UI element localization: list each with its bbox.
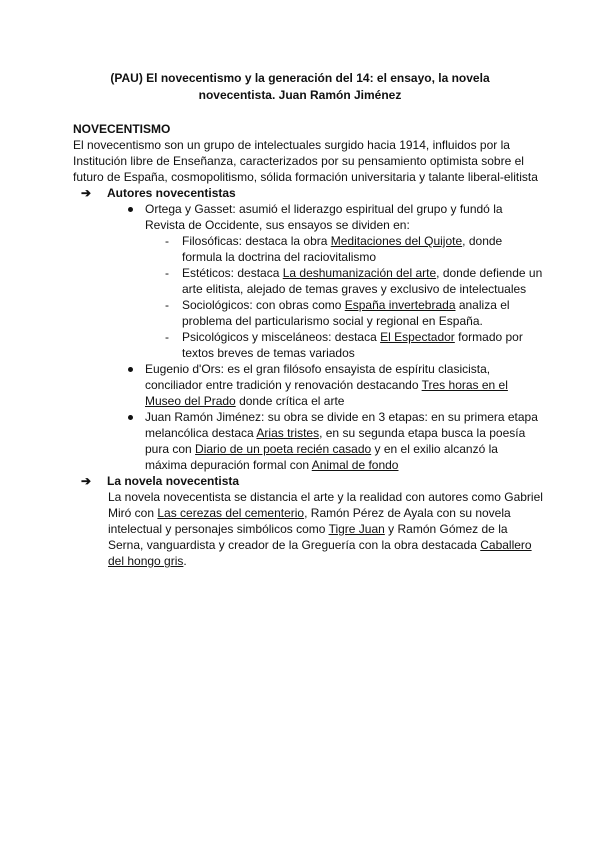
item-text: La novela novecentista se distancia el arte y la realidad con autores como Gabriel Miró con xyxy=(108,490,543,520)
dash-icon: - xyxy=(165,330,169,344)
sublist-item xyxy=(73,329,543,361)
section-heading: NOVECENTISMO xyxy=(73,122,171,136)
novela-heading xyxy=(81,473,543,489)
item-text: , donde defiende un arte elitista, alejado de temas graves y exclusivo de intelectuales xyxy=(182,266,543,296)
work-title: Caballero del hongo gris xyxy=(108,538,532,568)
work-title: España invertebrada xyxy=(344,298,456,312)
autores-heading-text: Autores novecentistas xyxy=(107,186,236,200)
item-text: , Ramón Pérez de Ayala con su novela intelectual y personajes simbólicos como xyxy=(108,506,511,536)
page-title: (PAU) El novecentismo y la generación del 14: el ensayo, la novela novecentista. Juan Ramón Jiménez xyxy=(110,71,490,102)
bullet-icon xyxy=(128,415,133,420)
autores-list-cont xyxy=(73,361,543,473)
work-title: Tres horas en el Museo del Prado xyxy=(145,378,508,408)
list-item-ortega xyxy=(73,201,543,233)
item-text: , en su segunda etapa busca la poesía pura con xyxy=(145,426,526,456)
dash-icon: - xyxy=(165,298,169,312)
work-title: El Espectador xyxy=(380,330,455,344)
item-text: . xyxy=(183,554,187,568)
novela-paragraph xyxy=(73,489,543,569)
arrow-icon: ➔ xyxy=(81,474,92,488)
dash-icon: - xyxy=(165,266,169,280)
work-title: Las cerezas del cementerio xyxy=(157,506,305,520)
bullet-icon xyxy=(128,367,133,372)
sublist-item xyxy=(73,265,543,297)
dash-icon: - xyxy=(165,234,169,248)
work-title: Diario de un poeta recién casado xyxy=(195,442,372,456)
novela-heading-text: La novela novecentista xyxy=(107,474,240,488)
item-text: Estéticos: destaca xyxy=(182,266,283,280)
intro-paragraph: El novecentismo son un grupo de intelectuales surgido hacia 1914, influidos por la Institución libre de Enseñanza, caracterizados por su pensamiento optimista sobre el futuro de España, cosmopolitismo, sólida formación universitaria y talante liberal-elitista xyxy=(73,138,538,184)
item-text: y en el exilio alcanzó la máxima depuración formal con xyxy=(145,442,498,472)
item-text: Psicológicos y misceláneos: destaca xyxy=(182,330,381,344)
autores-list xyxy=(73,201,543,233)
item-text: Filosóficas: destaca la obra xyxy=(182,234,331,248)
work-title: Arias tristes xyxy=(256,426,320,440)
sublist-item xyxy=(73,297,543,329)
item-text: y Ramón Gómez de la Serna, vanguardista y creador de la Greguería con la obra destacada xyxy=(108,522,508,552)
autores-heading xyxy=(81,185,543,201)
work-title: La deshumanización del arte xyxy=(282,266,437,280)
list-item-jrj xyxy=(73,409,543,473)
ortega-text: Ortega y Gasset: asumió el liderazgo espiritual del grupo y fundó la Revista de Occidente, sus ensayos se dividen en: xyxy=(145,202,503,232)
work-title: Animal de fondo xyxy=(311,458,399,472)
item-text: analiza el problema del particularismo social y regional en España. xyxy=(182,298,510,328)
item-text: Juan Ramón Jiménez: su obra se divide en 3 etapas: en su primera etapa melancólica destaca xyxy=(145,410,538,440)
work-title: Meditaciones del Quijote xyxy=(330,234,463,248)
work-title: Tigre Juan xyxy=(328,522,385,536)
item-text: donde crítica el arte xyxy=(235,394,345,408)
bullet-icon xyxy=(128,207,133,212)
item-text: Eugenio d'Ors: es el gran filósofo ensayista de espíritu clasicista, conciliador entre tradición y renovación destacando xyxy=(145,362,491,392)
section-novecentismo xyxy=(73,121,543,569)
sublist-item xyxy=(73,233,543,265)
item-text: Sociológicos: con obras como xyxy=(182,298,345,312)
item-text: formado por textos breves de temas variados xyxy=(182,330,523,360)
item-text: , donde formula la doctrina del raciovitalismo xyxy=(182,234,503,264)
arrow-icon: ➔ xyxy=(81,186,92,200)
list-item-dors xyxy=(73,361,543,409)
